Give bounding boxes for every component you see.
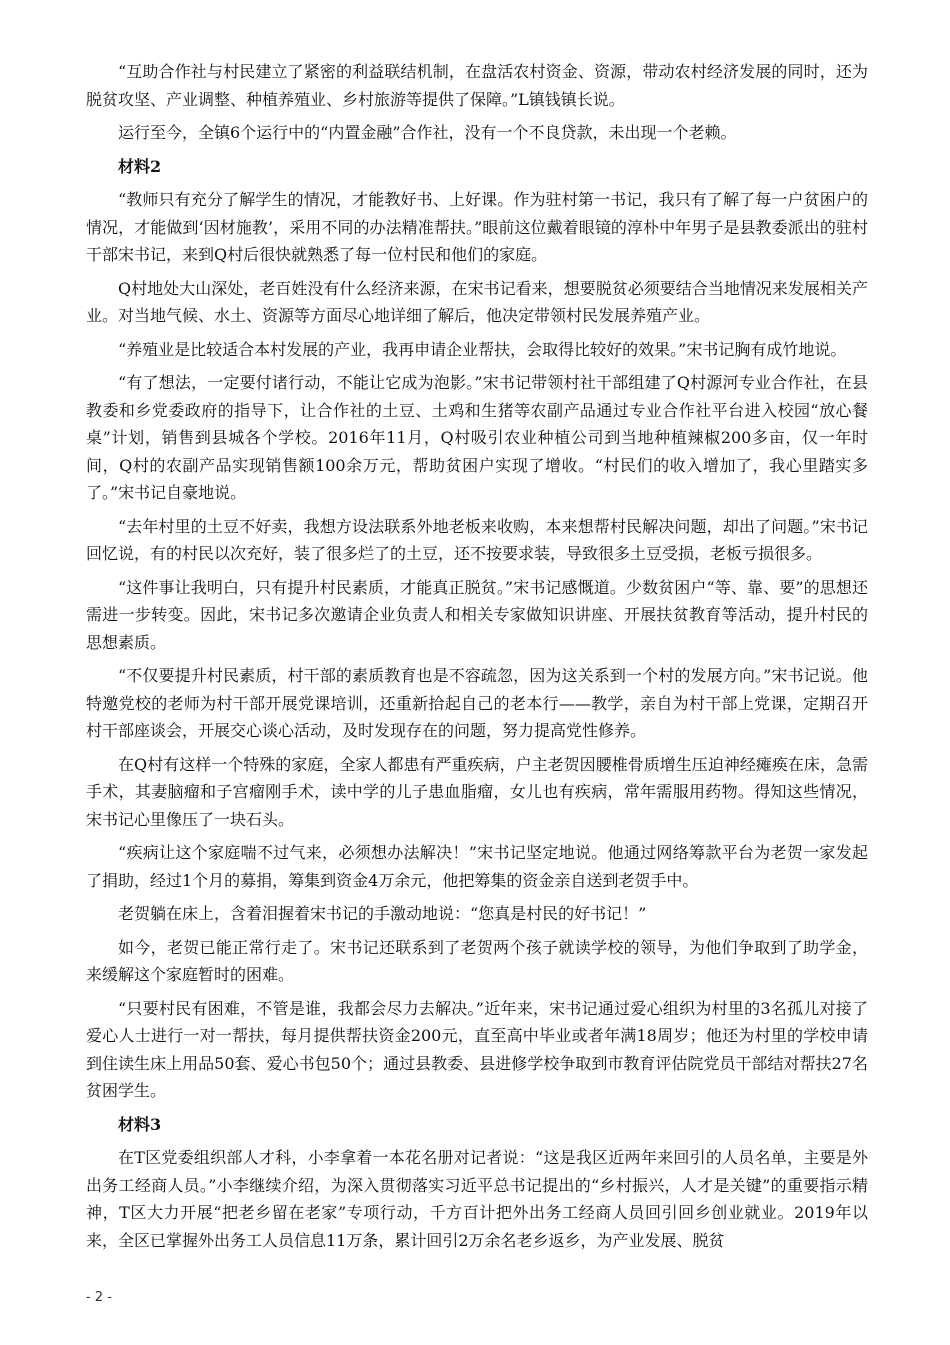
page-number: - 2 -	[86, 1290, 112, 1305]
paragraph: “疾病让这个家庭喘不过气来，必须想办法解决！”宋书记坚定地说。他通过网络筹款平台为老贺一家发起了捐助，经过1个月的募捐，筹集到资金4万余元，他把筹集的资金亲自送到老贺手中。	[86, 843, 868, 890]
section-heading: 材料3	[118, 1114, 162, 1134]
paragraph: “去年村里的土豆不好卖，我想方设法联系外地老板来收购，本来想帮村民解决问题，却出了问题。”宋书记回忆说，有的村民以次充好，装了很多烂了的土豆，还不按要求装，导致很多土豆受损，老板亏损很多。	[86, 516, 868, 563]
section-heading: 材料2	[118, 156, 162, 176]
paragraph: “这件事让我明白，只有提升村民素质，才能真正脱贫。”宋书记感慨道。少数贫困户“等、靠、要”的思想还需进一步转变。因此，宋书记多次邀请企业负责人和相关专家做知识讲座、开展扶贫教育等活动，提升村民的思想素质。	[86, 577, 868, 652]
paragraph: 在T区党委组织部人才科，小李拿着一本花名册对记者说：“这是我区近两年来回引的人员名单，主要是外出务工经商人员。”小李继续介绍，为深入贯彻落实习近平总书记提出的“乡村振兴，人才是关键”的重要指示精神，T区大力开展“把老乡留在老家”专项行动，千方百计把外出务工经商人员回引回乡创业就业。2019年以来，全区已掌握外出务工人员信息11万条，累计回引2万余名老乡返乡，为产业发展、脱贫	[86, 1148, 868, 1250]
paragraph: “不仅要提升村民素质，村干部的素质教育也是不容疏忽，因为这关系到一个村的发展方向。”宋书记说。他特邀党校的老师为村干部开展党课培训，还重新拾起自己的老本行——教学，亲自为村干部上党课，定期召开村干部座谈会，开展交心谈心活动，及时发现存在的问题，努力提高党性修养。	[86, 666, 868, 740]
paragraph: “互助合作社与村民建立了紧密的利益联结机制，在盘活农村资金、资源，带动农村经济发展的同时，还为脱贫攻坚、产业调整、种植养殖业、乡村旅游等提供了保障。”L镇钱镇长说。	[86, 62, 868, 109]
paragraph: 运行至今，全镇6个运行中的“内置金融”合作社，没有一个不良贷款，未出现一个老赖。	[118, 123, 737, 142]
paragraph: 在Q村有这样一个特殊的家庭，全家人都患有严重疾病，户主老贺因腰椎骨质增生压迫神经瘫痪在床，急需手术，其妻脑瘤和子宫瘤刚手术，读中学的儿子患血脂瘤，女儿也有疾病，常年需服用药物。得知这些情况，宋书记心里像压了一块石头。	[86, 754, 868, 829]
paragraph: “教师只有充分了解学生的情况，才能教好书、上好课。作为驻村第一书记，我只有了解了每一户贫困户的情况，才能做到‘因材施教’，采用不同的办法精准帮扶。”眼前这位戴着眼镜的淳朴中年男子是县教委派出的驻村干部宋书记，来到Q村后很快就熟悉了每一位村民和他们的家庭。	[86, 190, 868, 264]
paragraph: “养殖业是比较适合本村发展的产业，我再申请企业帮扶，会取得比较好的效果。”宋书记胸有成竹地说。	[118, 339, 847, 359]
paragraph: “只要村民有困难，不管是谁，我都会尽力去解决。”近年来，宋书记通过爱心组织为村里的3名孤儿对接了爱心人士进行一对一帮扶，每月提供帮扶资金200元，直至高中毕业或者年满18周岁；他还为村里的学校申请到住读生床上用品50套、爱心书包50个；通过县教委、县进修学校争取到市教育评估院党员干部结对帮扶27名贫困学生。	[86, 998, 868, 1100]
document-body	[86, 58, 868, 1260]
paragraph: 如今，老贺已能正常行走了。宋书记还联系到了老贺两个孩子就读学校的领导，为他们争取到了助学金，来缓解这个家庭暂时的困难。	[86, 937, 868, 984]
paragraph: 老贺躺在床上，含着泪握着宋书记的手激动地说：“您真是村民的好书记！”	[118, 904, 647, 923]
paragraph: “有了想法，一定要付诸行动，不能让它成为泡影。”宋书记带领村社干部组建了Q村源河专业合作社，在县教委和乡党委政府的指导下，让合作社的土豆、土鸡和生猪等农副产品通过专业合作社平台进入校园“放心餐桌”计划，销售到县城各个学校。2016年11月，Q村吸引农业种植公司到当地种植辣椒200多亩，仅一年时间，Q村的农副产品实现销售额100余万元，帮助贫困户实现了增收。“村民们的收入增加了，我心里踏实多了。”宋书记自豪地说。	[86, 373, 868, 502]
paragraph: Q村地处大山深处，老百姓没有什么经济来源，在宋书记看来，想要脱贫必须要结合当地情况来发展相关产业。对当地气候、水土、资源等方面尽心地详细了解后，他决定带领村民发展养殖产业。	[86, 278, 868, 325]
